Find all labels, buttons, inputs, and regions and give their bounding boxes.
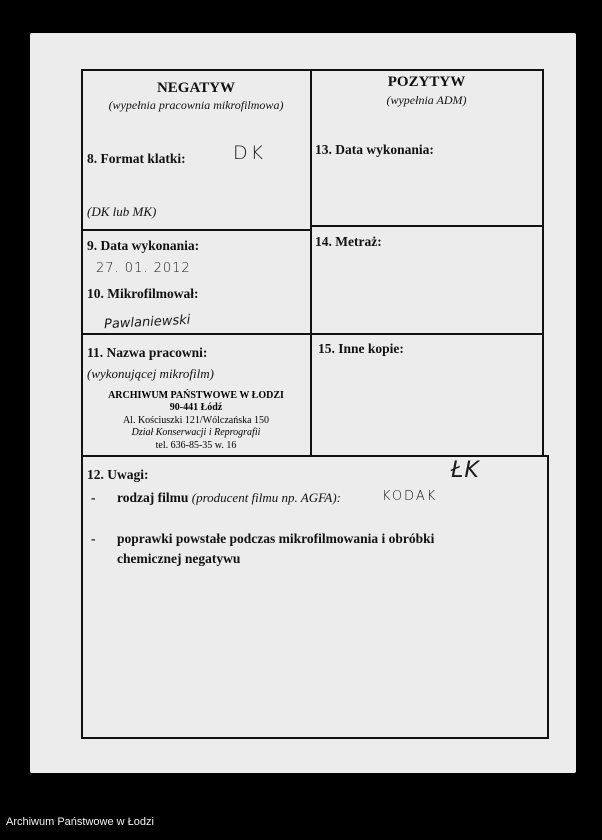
stamp-line-1: ARCHIWUM PAŃSTWOWE W ŁODZI bbox=[108, 390, 284, 401]
uwagi-item1-value: KODAK bbox=[382, 489, 438, 504]
mikrofilmowal-signature: Pawlaniewski bbox=[103, 312, 191, 333]
pozytyw-title: POZYTYW bbox=[387, 74, 466, 90]
uwagi-label: 12. Uwagi: bbox=[87, 467, 149, 482]
uwagi-item1-label: rodzaj filmu bbox=[117, 490, 189, 505]
mikrofilmowal-label: 10. Mikrofilmował: bbox=[87, 286, 199, 301]
nazwa-pracowni-label: 11. Nazwa pracowni: bbox=[87, 345, 208, 360]
nazwa-pracowni-hint: (wykonującej mikrofilm) bbox=[87, 366, 214, 381]
row-divider-1-left bbox=[81, 229, 311, 231]
data-wykonania-value: 27. 01. 2012 bbox=[96, 261, 191, 276]
uwagi-item1-hint: (producent filmu np. AGFA): bbox=[191, 490, 341, 505]
uwagi-item2-bullet: - bbox=[91, 531, 96, 546]
metraz-label: 14. Metraż: bbox=[315, 234, 382, 249]
row-divider-1-right bbox=[310, 225, 543, 227]
inne-kopie-label: 15. Inne kopie: bbox=[318, 341, 404, 356]
row-divider-3 bbox=[81, 455, 548, 457]
stamp-line-4: Dział Konserwacji i Reprografii bbox=[131, 427, 261, 438]
row-divider-2 bbox=[81, 333, 543, 335]
column-divider bbox=[310, 69, 312, 456]
negatyw-title: NEGATYW bbox=[156, 80, 236, 96]
frame-right-upper bbox=[542, 69, 544, 455]
stamp-line-3: Al. Kościuszki 121/Wólczańska 150 bbox=[122, 415, 270, 426]
negatyw-subtitle: (wypełnia pracownia mikrofilmowa) bbox=[108, 98, 284, 112]
uwagi-item2-line2: chemicznej negatywu bbox=[117, 551, 241, 566]
pozytyw-subtitle: (wypełnia ADM) bbox=[386, 93, 467, 107]
stamp-line-2: 90-441 Łódź bbox=[169, 402, 223, 413]
uwagi-initials: ŁK bbox=[451, 458, 480, 483]
format-value: DK bbox=[233, 142, 267, 164]
stamp-line-5: tel. 636-85-35 w. 16 bbox=[155, 440, 237, 451]
format-label: 8. Format klatki: bbox=[87, 151, 186, 166]
data-wykonania-label: 9. Data wykonania: bbox=[87, 238, 200, 253]
footer-caption: Archiwum Państwowe w Łodzi bbox=[6, 816, 154, 828]
format-hint: (DK lub MK) bbox=[87, 204, 157, 219]
frame-right-lower bbox=[547, 455, 549, 739]
frame-bottom bbox=[81, 737, 548, 739]
uwagi-item2-line1: poprawki powstałe podczas mikrofilmowania i obróbki bbox=[117, 531, 435, 546]
uwagi-item1 bbox=[117, 490, 341, 506]
uwagi-item1-bullet: - bbox=[91, 490, 96, 505]
archive-stamp bbox=[82, 389, 310, 452]
microfilm-form-card bbox=[30, 33, 576, 773]
data-wykonania-pozytyw-label: 13. Data wykonania: bbox=[315, 142, 434, 157]
frame-top bbox=[81, 69, 542, 71]
